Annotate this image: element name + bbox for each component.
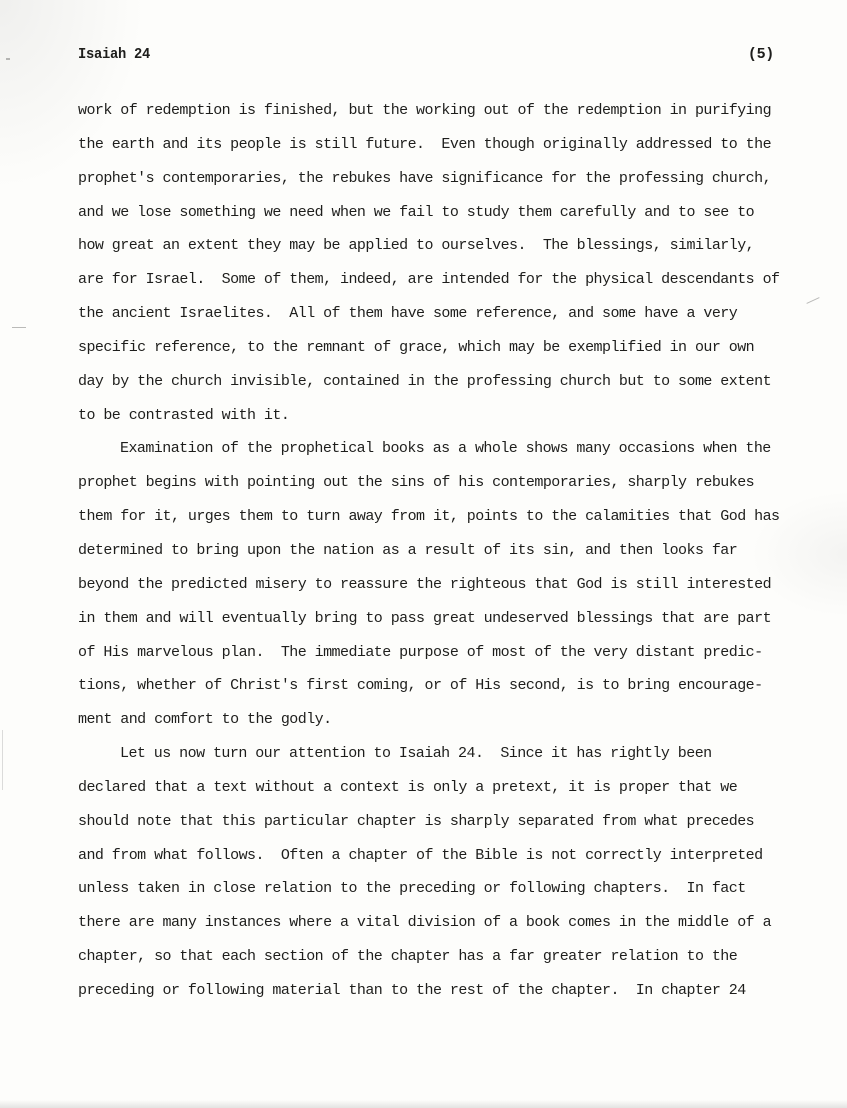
text-line: and from what follows. Often a chapter of the Bible is not correctly interpreted bbox=[78, 846, 763, 864]
text-line: Let us now turn our attention to Isaiah 24. Since it has rightly been bbox=[120, 745, 712, 763]
page-bottom-edge bbox=[0, 1100, 847, 1108]
scan-speck bbox=[2, 730, 3, 790]
text-line: there are many instances where a vital division of a book comes in the middle of a bbox=[78, 914, 772, 932]
text-line: preceding or following material than to the rest of the chapter. In chapter 24 bbox=[78, 981, 746, 999]
text-line: determined to bring upon the nation as a result of its sin, and then looks far bbox=[78, 541, 738, 559]
text-line: Examination of the prophetical books as a whole shows many occasions when the bbox=[120, 440, 771, 458]
page-number: (5) bbox=[747, 46, 774, 63]
text-line: specific reference, to the remnant of grace, which may be exemplified in our own bbox=[78, 338, 755, 356]
text-line: the earth and its people is still future. Even though originally addressed to the bbox=[78, 135, 772, 153]
paragraph-2 bbox=[78, 435, 778, 740]
text-line: day by the church invisible, contained in the professing church but to some extent bbox=[78, 372, 772, 390]
text-line: chapter, so that each section of the chapter has a far greater relation to the bbox=[78, 948, 738, 966]
scan-speck bbox=[806, 297, 819, 304]
body-text bbox=[78, 97, 778, 1011]
text-line: to be contrasted with it. bbox=[78, 406, 290, 424]
header-title: Isaiah 24 bbox=[78, 46, 151, 63]
text-line: how great an extent they may be applied to ourselves. The blessings, similarly, bbox=[78, 237, 755, 255]
text-line: and we lose something we need when we fail to study them carefully and to see to bbox=[78, 203, 755, 221]
text-line: beyond the predicted misery to reassure the righteous that God is still interested bbox=[78, 575, 772, 593]
text-line: them for it, urges them to turn away from it, points to the calamities that God has bbox=[78, 508, 780, 526]
text-line: tions, whether of Christ's first coming, or of His second, is to bring encourage- bbox=[78, 677, 763, 695]
scan-speck bbox=[6, 58, 10, 60]
paragraph-1 bbox=[78, 97, 778, 435]
text-line: ment and comfort to the godly. bbox=[78, 711, 332, 729]
text-line: prophet's contemporaries, the rebukes have significance for the professing church, bbox=[78, 169, 772, 187]
page-header bbox=[78, 46, 774, 70]
text-line: work of redemption is finished, but the working out of the redemption in purifying bbox=[78, 102, 772, 119]
text-line: unless taken in close relation to the preceding or following chapters. In fact bbox=[78, 880, 746, 898]
text-line: the ancient Israelites. All of them have some reference, and some have a very bbox=[78, 305, 738, 323]
paragraph-3 bbox=[78, 740, 778, 1011]
scan-speck bbox=[12, 327, 26, 328]
text-line: of His marvelous plan. The immediate purpose of most of the very distant predic- bbox=[78, 643, 763, 661]
text-line: prophet begins with pointing out the sins of his contemporaries, sharply rebukes bbox=[78, 474, 755, 492]
text-line: are for Israel. Some of them, indeed, are intended for the physical descendants of bbox=[78, 271, 780, 289]
text-line: in them and will eventually bring to pass great undeserved blessings that are part bbox=[78, 609, 772, 627]
text-line: declared that a text without a context is only a pretext, it is proper that we bbox=[78, 778, 738, 796]
text-line: should note that this particular chapter is sharply separated from what precedes bbox=[78, 812, 755, 830]
